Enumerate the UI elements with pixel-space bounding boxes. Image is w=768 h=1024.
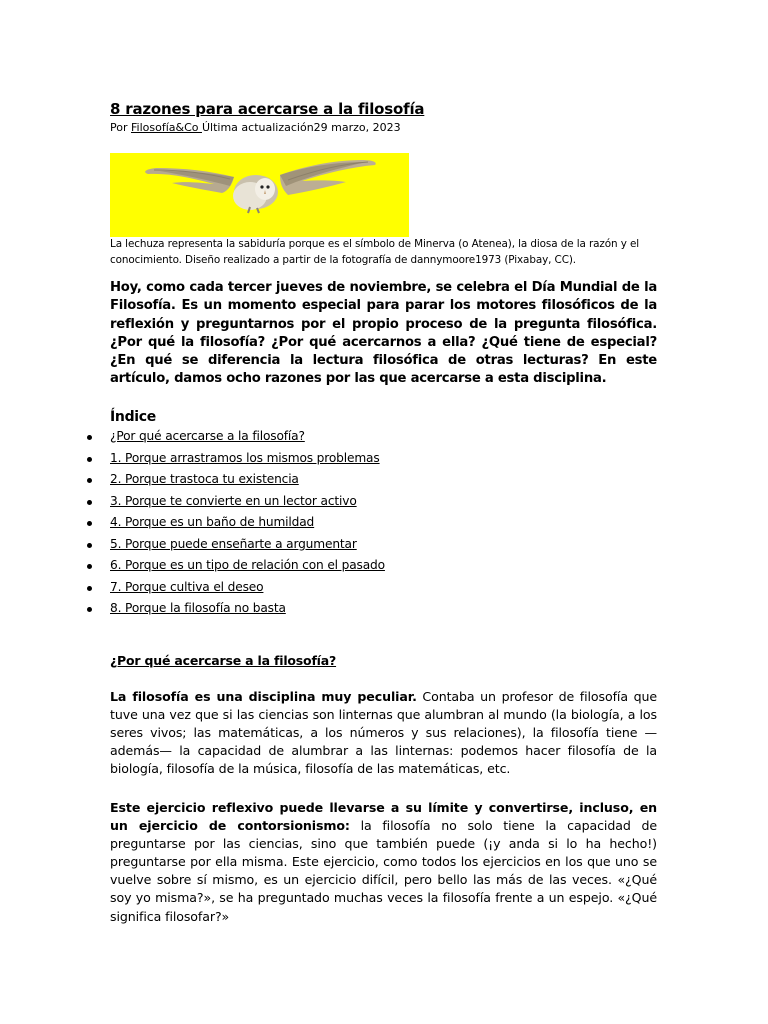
paragraph-text: Contaba un profesor de filosofía que tuve una vez que si las ciencias son linternas que alumbran al mundo (la biología, a los seres vivos; las matemáticas, a los números y sus relaciones), la filosofía tiene —además— la capacidad de alumbrar a las linternas: podemos hacer filosofía de la biología, filosofía de la música, filosofía de las matemáticas, etc.: [110, 689, 657, 777]
toc-link[interactable]: 4. Porque es un baño de humildad: [110, 515, 315, 529]
toc-link[interactable]: 7. Porque cultiva el deseo: [110, 579, 264, 594]
article-title: 8 razones para acercarse a la filosofía: [110, 100, 425, 118]
toc-item: [0, 579, 768, 601]
bullet-icon: [87, 586, 92, 591]
lead-paragraph: Hoy, como cada tercer jueves de noviembre, se celebra el Día Mundial de la Filosofía. Es un momento especial para parar los motores filosóficos de la reflexión y preguntarnos por el propio proceso de la pregunta filosófica. ¿Por qué la filosofía? ¿Por qué acercarnos a ella? ¿Qué tiene de especial? ¿En qué se diferencia la lectura filosófica de otras lecturas? En este artículo, damos ocho razones por las que acercarse a esta disciplina.: [110, 280, 657, 387]
owl-image: [110, 153, 409, 237]
toc-link[interactable]: 6. Porque es un tipo de relación con el pasado: [110, 558, 385, 572]
toc-item: [0, 493, 768, 515]
toc-item: [0, 600, 768, 622]
body-paragraph: [110, 688, 657, 778]
toc-link[interactable]: 3. Porque te convierte en un lector activo: [110, 493, 357, 508]
toc-item: [0, 471, 768, 493]
toc-link[interactable]: 2. Porque trastoca tu existencia: [110, 472, 299, 486]
byline-prefix: Por: [110, 121, 128, 134]
last-updated-date: 29 marzo, 2023: [313, 121, 401, 134]
body-paragraph: [110, 799, 657, 926]
toc-item: [0, 536, 768, 558]
owl-icon: [110, 153, 409, 237]
section-heading: ¿Por qué acercarse a la filosofía?: [110, 653, 337, 668]
bullet-icon: [87, 521, 92, 526]
author-link[interactable]: Filosofía&Co: [131, 121, 202, 134]
bullet-icon: [87, 435, 92, 440]
last-updated-label: Última actualización: [201, 121, 314, 134]
table-of-contents: [0, 428, 768, 622]
bullet-icon: [87, 607, 92, 612]
toc-item: [0, 428, 768, 450]
toc-item: [0, 450, 768, 472]
image-caption: La lechuza representa la sabiduría porque es el símbolo de Minerva (o Atenea), la diosa de la razón y el conocimiento. Diseño realizado a partir de la fotografía de dannymoore1973 (Pixabay, CC).: [110, 238, 640, 266]
toc-link[interactable]: 5. Porque puede enseñarte a argumentar: [110, 536, 357, 551]
bullet-icon: [87, 564, 92, 569]
toc-link[interactable]: 1. Porque arrastramos los mismos problemas: [110, 450, 380, 465]
toc-item: [0, 557, 768, 579]
bullet-icon: [87, 478, 92, 483]
toc-link[interactable]: ¿Por qué acercarse a la filosofía?: [110, 429, 305, 443]
bullet-icon: [87, 457, 92, 462]
toc-link[interactable]: 8. Porque la filosofía no basta: [110, 601, 286, 615]
bullet-icon: [87, 500, 92, 505]
paragraph-lead-in: La filosofía es una disciplina muy peculiar.: [110, 689, 417, 704]
index-heading: Índice: [110, 409, 156, 425]
paragraph-text: la filosofía no solo tiene la capacidad de preguntarse por las ciencias, sino que también puede (¡y anda si lo ha hecho!) preguntarse por ella misma. Este ejercicio, como todos los ejercicios en los que uno se vuelve sobre sí mismo, es un ejercicio difícil, pero bello las más de las veces. «¿Qué soy yo misma?», se ha preguntado muchas veces la filosofía frente a un espejo. «¿Qué significa filosofar?»: [110, 818, 657, 924]
bullet-icon: [87, 543, 92, 548]
paragraph-lead-in: Este ejercicio reflexivo puede llevarse a su límite y convertirse, incluso, en un ejercicio de contorsionismo:: [110, 800, 657, 834]
byline: [110, 121, 401, 134]
toc-item: [0, 514, 768, 536]
